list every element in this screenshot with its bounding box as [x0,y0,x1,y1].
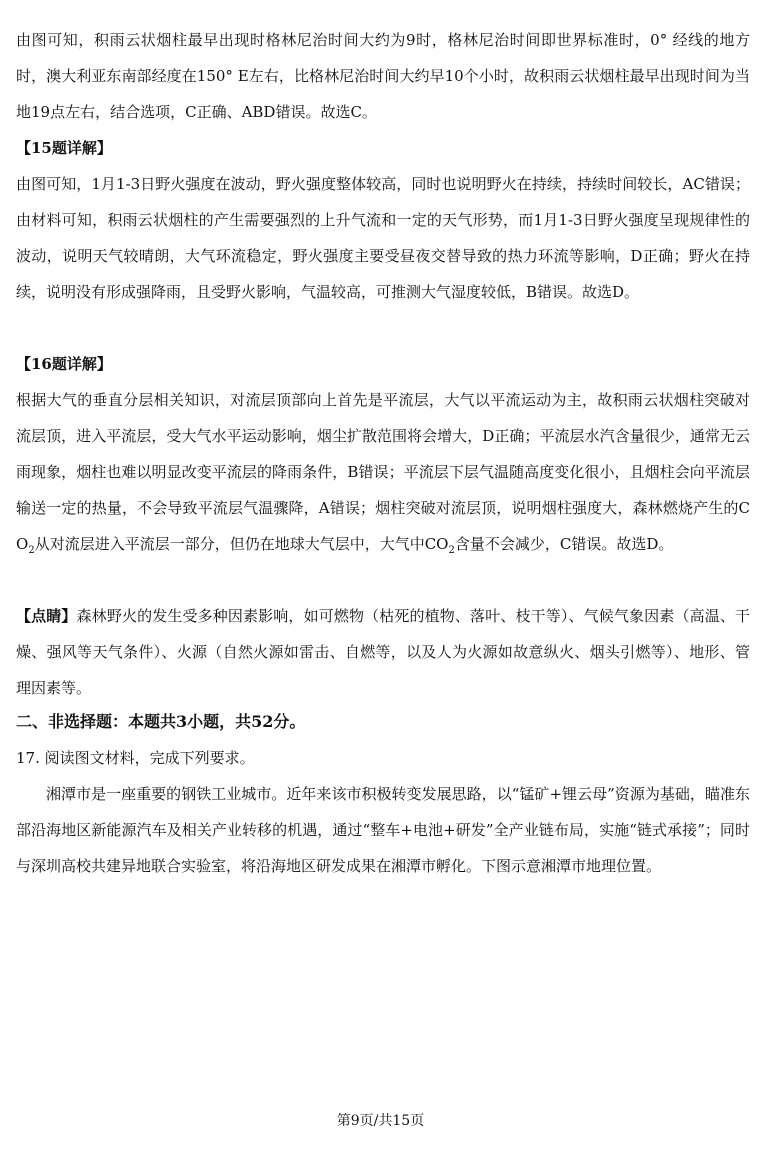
dianjing-body: 森林野火的发生受多种因素影响，如可燃物（枯死的植物、落叶、枝干等）、气候气象因素（高温、干燥、强风等天气条件）、火源（自然火源如雷击、自燃等，以及人为火源如故意纵火、烟头引燃等）、地形、管理因素等。 [16,607,750,697]
co2-subscript: 2 [448,545,455,556]
section-2 [16,704,750,776]
section-2-title: 二、非选择题：本题共3小题，共52分。 [16,712,306,731]
dianjing-block [16,598,750,706]
q16-text [16,382,750,569]
q17-material-text: 湘潭市是一座重要的钢铁工业城市。近年来该市积极转变发展思路，以“锰矿+锂云母”资源为基础，瞄准东部沿海地区新能源汽车及相关产业转移的机遇，通过“整车+电池+研发”全产业链布局，实施“链式承接”；同时与深圳高校共建异地联合实验室，将沿海地区研发成果在湘潭市孵化。下图示意湘潭市地理位置。 [16,785,750,875]
page-footer: 第9页/共15页 [336,1113,425,1129]
q16-text-part-a: 根据大气的垂直分层相关知识，对流层顶部向上首先是平流层，大气以平流运动为主，故积雨云状烟柱突破对流层顶，进入平流层，受大气水平运动影响，烟尘扩散范围将会增大，D正确；平流层水汽含量很少，通常无云雨现象，烟柱也难以明显改变平流层的降雨条件，B错误；平流层下层气温随高度变化很小，且烟柱会向平流层输送一定的热量，不会导致平流层气温骤降，A错误；烟柱突破对流层顶，说明烟柱强度大，森林燃烧产生的CO [16,391,750,553]
q14-text: 由图可知，积雨云状烟柱最早出现时格林尼治时间大约为9时，格林尼治时间即世界标准时，0° 经线的地方时，澳大利亚东南部经度在150° E左右，比格林尼治时间大约早10个小时，故积雨云状烟柱最早出现时间为当地19点左右，结合选项，C正确、ABD错误。故选C。 [16,31,750,121]
q16-heading: 【16题详解】 [16,355,112,373]
q15-block [16,130,750,310]
q17-material [16,776,750,884]
q16-text-part-c: 含量不会减少，C错误。故选D。 [454,535,674,553]
dianjing-label: 【点睛】 [16,607,77,625]
q16-block [16,346,750,569]
q16-text-part-b: 从对流层进入平流层一部分，但仍在地球大气层中，大气中CO [34,535,449,553]
q14-explanation-tail [16,22,750,130]
q17-stem: 17. 阅读图文材料，完成下列要求。 [16,749,255,767]
q15-text: 由图可知，1月1-3日野火强度在波动，野火强度整体较高，同时也说明野火在持续，持续时间较长，AC错误；由材料可知，积雨云状烟柱的产生需要强烈的上升气流和一定的天气形势，而1月1-3日野火强度呈现规律性的波动，说明天气较晴朗，大气环流稳定，野火强度主要受昼夜交替导致的热力环流等影响，D正确；野火在持续，说明没有形成强降雨，且受野火影响，气温较高，可推测大气湿度较低，B错误。故选D。 [16,175,750,301]
q15-heading: 【15题详解】 [16,139,112,157]
co2-subscript: 2 [28,545,35,556]
dianjing-text [16,598,750,706]
